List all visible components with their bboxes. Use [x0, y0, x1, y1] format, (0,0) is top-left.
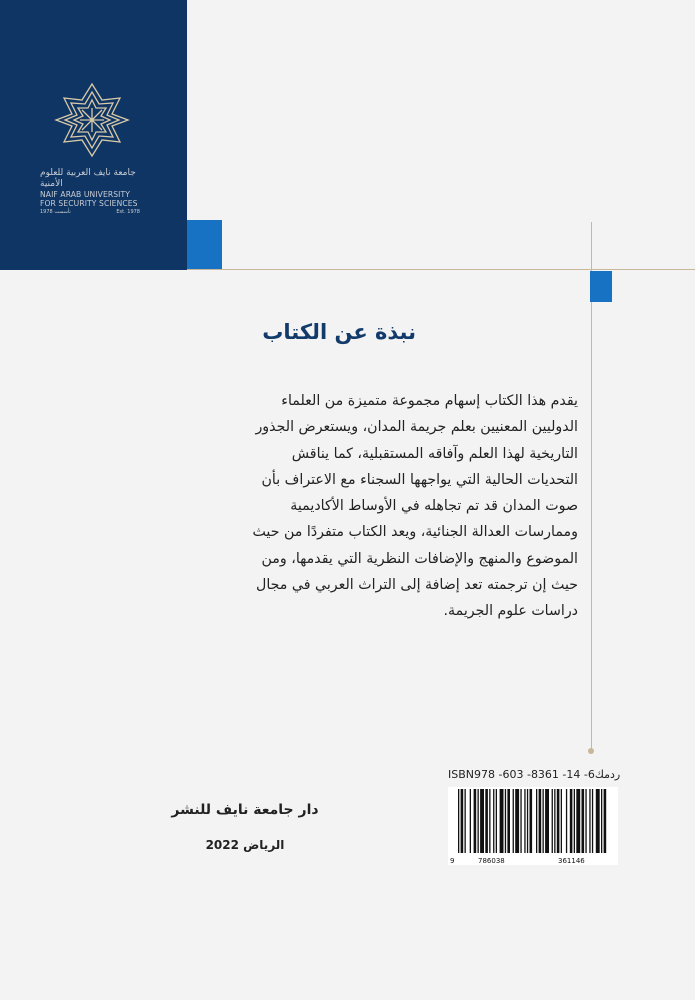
cover-blue-panel — [0, 0, 187, 270]
barcode-bar — [485, 789, 488, 853]
barcode-bar — [574, 789, 575, 853]
summary-line: دراسات علوم الجريمة. — [443, 603, 578, 620]
barcode-bar — [470, 789, 471, 853]
barcode-bar — [554, 789, 555, 853]
summary-line: وممارسات العدالة الجنائية، ويعد الكتاب متفردًا من حيث — [252, 524, 578, 541]
barcode-bar — [493, 789, 494, 853]
barcode-bar — [478, 789, 479, 853]
barcode-bar — [458, 789, 459, 853]
barcode-bar — [589, 789, 590, 853]
barcode-bar — [552, 789, 553, 853]
barcode-bar — [489, 789, 490, 853]
summary-line: يقدم هذا الكتاب إسهام مجموعة متميزة من العلماء — [281, 393, 578, 409]
barcode-bar — [539, 789, 542, 853]
barcode-bar — [557, 789, 560, 853]
barcode-bar — [513, 789, 514, 853]
barcode — [448, 787, 618, 865]
accent-square-top — [187, 220, 222, 270]
summary-line: صوت المدان قد تم تجاهله في الأوساط الأكاديمية — [290, 498, 578, 515]
university-logo-text — [40, 168, 150, 215]
barcode-bar — [515, 789, 519, 853]
logo-est-english: Est. 1978 — [116, 209, 140, 215]
university-logo-icon — [50, 78, 134, 162]
summary-line: التحديات الحالية التي يواجهها السجناء مع الاعتراف بأن — [261, 471, 578, 488]
barcode-bars — [458, 789, 606, 853]
barcode-bar — [576, 789, 580, 853]
barcode-bar — [524, 789, 525, 853]
barcode-lead-digit: 9 — [450, 857, 455, 865]
barcode-bar — [507, 789, 510, 853]
barcode-bar — [561, 789, 562, 853]
barcode-bar — [536, 789, 537, 853]
isbn-number: 978 -603 -8361 -14 -6 — [474, 768, 595, 781]
publisher-name: دار جامعة نايف للنشر — [171, 802, 319, 818]
logo-est-arabic: 1978 تأسست — [40, 209, 71, 215]
logo-arabic-name: جامعة نايف العربية للعلوم الأمنية — [40, 168, 136, 189]
accent-square-right — [590, 271, 612, 302]
logo-english-line1: NAIF ARAB UNIVERSITY — [40, 190, 130, 199]
barcode-bar — [582, 789, 585, 853]
barcode-bar — [604, 789, 607, 853]
barcode-bar — [592, 789, 593, 853]
book-summary — [148, 388, 578, 625]
barcode-left-digits: 786038 — [478, 857, 505, 865]
gold-horizontal-rule — [187, 269, 695, 270]
barcode-bar — [527, 789, 528, 853]
barcode-bar — [496, 789, 497, 853]
rule-end-dot — [588, 748, 594, 754]
barcode-bar — [566, 789, 567, 853]
barcode-bar — [545, 789, 549, 853]
logo-established — [40, 209, 140, 215]
barcode-bar — [596, 789, 600, 853]
summary-line: التاريخية لهذا العلم وآفاقه المستقبلية، كما يناقش — [291, 445, 578, 462]
isbn-line — [448, 768, 621, 781]
barcode-bar — [543, 789, 544, 853]
summary-line: حيث إن ترجمته تعد إضافة إلى التراث العربي في مجال — [256, 577, 578, 594]
barcode-right-digits: 361146 — [558, 857, 585, 865]
barcode-bar — [461, 789, 464, 853]
barcode-bar — [480, 789, 484, 853]
barcode-bar — [601, 789, 602, 853]
barcode-bar — [474, 789, 477, 853]
barcode-bar — [505, 789, 506, 853]
barcode-bar — [500, 789, 504, 853]
place-year: الرياض 2022 — [205, 838, 285, 852]
barcode-bar — [520, 789, 521, 853]
barcode-bar — [465, 789, 466, 853]
isbn-label: ISBN — [448, 768, 475, 781]
barcode-bar — [530, 789, 533, 853]
summary-line: الدوليين المعنيين بعلم جريمة المدان، ويستعرض الجذور — [255, 419, 578, 436]
barcode-bar — [585, 789, 586, 853]
section-heading: نبذة عن الكتاب — [262, 320, 416, 344]
summary-line: الموضوع والمنهج والإضافات النظرية التي يقدمها، ومن — [261, 550, 578, 567]
logo-english-line2: FOR SECURITY SCIENCES — [40, 199, 138, 208]
barcode-bar — [570, 789, 573, 853]
isbn-arabic-label: ردمك — [594, 768, 621, 781]
